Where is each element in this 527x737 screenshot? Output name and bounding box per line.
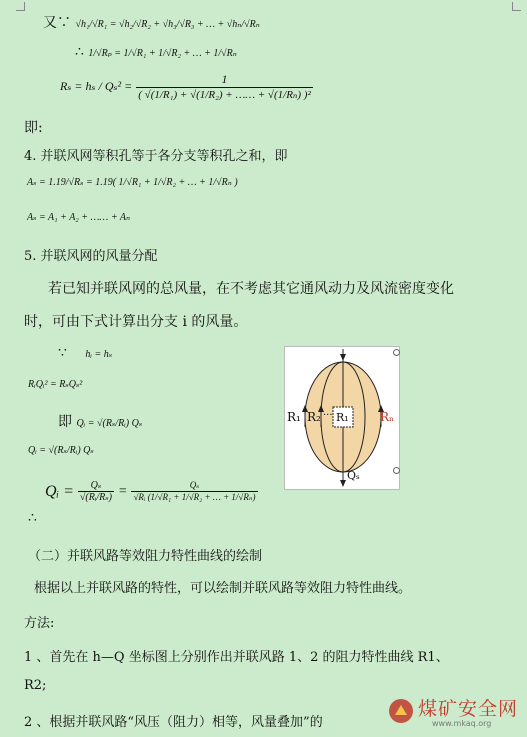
page-corner-mark bbox=[16, 2, 25, 11]
section-2-heading: （二）并联风路等效阻力特性曲线的绘制 bbox=[28, 549, 263, 564]
step-1-line-b: R2; bbox=[24, 678, 47, 693]
formula-big-denominator-1: √(Rᵢ/Rₛ) bbox=[79, 492, 112, 503]
diagram-label-r1-left: R₁ bbox=[287, 410, 301, 424]
paragraph-line-2: 时，可由下式计算出分支 i 的风量。 bbox=[24, 314, 248, 330]
diagram-label-dots: ··· bbox=[323, 410, 333, 421]
formula-as-sum: Aₛ = A₁ + A₂ + …… + Aₙ bbox=[27, 212, 131, 223]
label-ji: 即: bbox=[24, 120, 43, 136]
formula-hi-equals-hs: hᵢ = hₛ bbox=[85, 349, 113, 360]
formula-as-equivalent: Aₛ = 1.19/√Rₛ = 1.19( 1/√R₁ + 1/√R₂ + … + 1/√Rₙ ) bbox=[27, 177, 238, 188]
formula-rq-balance: RᵢQᵢ² = RₛQₛ² bbox=[28, 379, 83, 390]
item-4-heading: 4. 并联风网等积孔等于各分支等积孔之和，即 bbox=[24, 149, 288, 164]
watermark-url: www.mkaq.org bbox=[432, 719, 492, 728]
watermark-emblem-icon bbox=[388, 698, 414, 724]
page-corner-mark bbox=[512, 2, 521, 11]
step-2-line: 2 、根据并联风路“风压（阻力）相等，风量叠加”的 bbox=[24, 715, 323, 730]
paragraph-line-1: 若已知并联风网的总风量，在不考虑其它通风动力及风流密度变化 bbox=[48, 281, 454, 297]
label-ji-inline: 即 bbox=[58, 414, 72, 430]
diagram-label-rn: Rₙ bbox=[380, 410, 395, 424]
formula-therefore-symbol: ∴ bbox=[75, 44, 84, 60]
formula-qi-second: Qᵢ = √(Rₛ/Rᵢ) Qₛ bbox=[28, 445, 94, 456]
method-label: 方法: bbox=[24, 616, 55, 631]
diagram-label-qs: Qₛ bbox=[347, 469, 360, 482]
item-5-heading: 5. 并联风网的风量分配 bbox=[24, 249, 158, 264]
step-1-line-a: 1 、首先在 h—Q 坐标图上分别作出并联风路 1、2 的阻力特性曲线 R1、 bbox=[24, 650, 449, 665]
formula-rs-numerator: 1 bbox=[136, 72, 312, 88]
diagram-label-r1-center: R₁ bbox=[336, 411, 349, 424]
because-symbol: ∵ bbox=[58, 345, 67, 361]
parallel-network-diagram[interactable] bbox=[284, 346, 400, 490]
formula-rs-denominator: ( √(1/R₁) + √(1/R₂) + …… + √(1/Rₙ) )² bbox=[138, 89, 311, 101]
formula-rs-lhs: Rₛ = hₛ / Qₛ² = bbox=[60, 79, 133, 93]
formula-qi-first: Qᵢ = √(Rₛ/Rᵢ) Qₛ bbox=[76, 418, 143, 429]
formula-big-lhs: Qᵢ = bbox=[45, 482, 74, 500]
therefore-symbol: ∴ bbox=[28, 510, 37, 526]
resize-handle-bottom[interactable] bbox=[393, 467, 400, 474]
formula-big-numerator-1: Qₛ bbox=[78, 480, 114, 492]
formula-prefix-you: 又∵ bbox=[43, 15, 71, 31]
formula-resistance-sum: 1/√Rₚ = 1/√R₁ + 1/√R₂ + … + 1/√Rₙ bbox=[88, 48, 237, 59]
resize-handle-top[interactable] bbox=[393, 349, 400, 356]
watermark-logo bbox=[388, 692, 524, 734]
paragraph-line-3: 根据以上并联风路的特性，可以绘制并联风路等效阻力特性曲线。 bbox=[34, 581, 412, 596]
watermark-title: 煤矿安全网 bbox=[418, 698, 519, 720]
diagram-label-r2: R₂ bbox=[307, 410, 321, 424]
formula-pressure-sum: √h₁/√R₁ = √h₂/√R₂ + √h₃/√R₃ + … + √hₙ/√Rₙ bbox=[75, 19, 260, 30]
formula-big-denominator-2: √Rᵢ (1/√R₁ + 1/√R₂ + … + 1/√Rₙ) bbox=[133, 492, 256, 502]
formula-big-numerator-2: Qₛ bbox=[131, 480, 257, 492]
